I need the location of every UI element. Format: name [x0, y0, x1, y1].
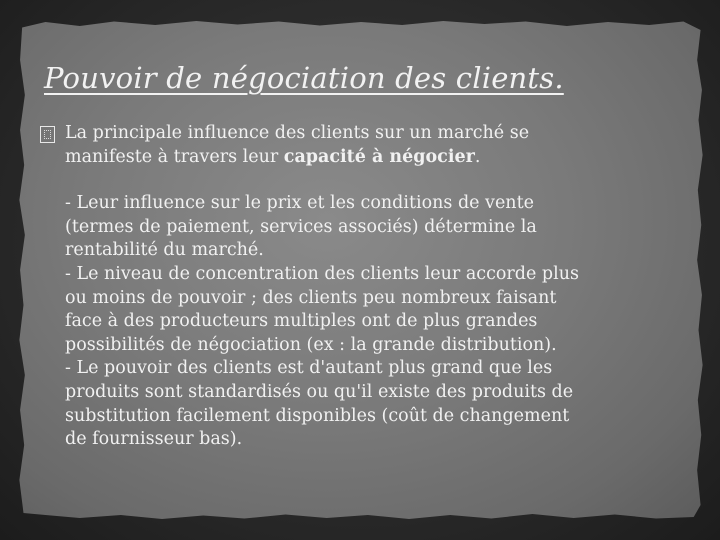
- bullet-text-line-1: La principale influence des clients sur un marché se: [65, 123, 530, 143]
- bullet-item: [40, 122, 680, 146]
- bullet-text-line-2-start: manifeste à travers leur: [65, 146, 284, 167]
- paragraph-line: - Leur influence sur le prix et les conditions de vente: [65, 193, 534, 214]
- paragraph-line: face à des producteurs multiples ont de plus grandes: [65, 311, 538, 332]
- paragraph-line: de fournisseur bas).: [65, 429, 243, 450]
- paragraph-line: possibilités de négociation (ex : la grande distribution).: [65, 334, 557, 355]
- paragraph-line: ou moins de pouvoir ; des clients peu nombreux faisant: [65, 287, 557, 308]
- spacer: [40, 169, 680, 192]
- paragraph-line: (termes de paiement, services associés) détermine la: [65, 216, 537, 237]
- paragraph-line: - Le pouvoir des clients est d'autant plus grand que les: [65, 358, 553, 379]
- paragraph-line: produits sont standardisés ou qu'il existe des produits de: [65, 381, 574, 402]
- slide-body: [40, 122, 680, 452]
- paragraph-line: - Le niveau de concentration des clients leur accorde plus: [65, 263, 579, 284]
- bullet-text-line-2-end: .: [474, 146, 481, 167]
- placeholder-box-icon: [40, 126, 55, 143]
- paragraph: [40, 192, 680, 452]
- paragraph-line: rentabilité du marché.: [65, 240, 264, 261]
- bullet-text-line-2: [40, 146, 680, 170]
- slide-title: Pouvoir de négociation des clients.: [44, 61, 564, 95]
- paragraph-line: substitution facilement disponibles (coût de changement: [65, 405, 570, 426]
- bullet-text-bold: capacité à négocier: [283, 146, 475, 167]
